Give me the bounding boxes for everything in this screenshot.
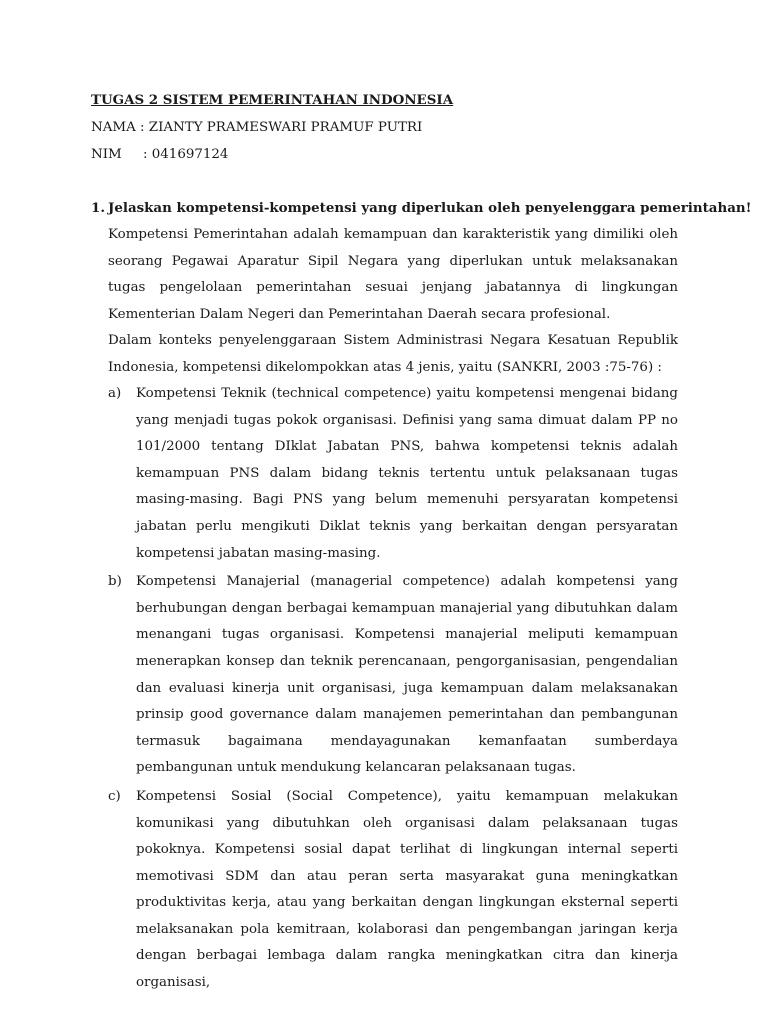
paragraph-context: Dalam konteks penyelenggaraan Sistem Administrasi Negara Kesatuan Republik Indonesia, kompetensi dikelompokkan atas 4 jenis, yaitu (SANKRI, 2003 :75-76) : bbox=[108, 333, 678, 375]
list-marker: c) bbox=[108, 788, 121, 804]
list-item-text: Kompetensi Teknik (technical competence) yaitu kompetensi mengenai bidang yang menjadi tugas pokok organisasi. Definisi yang sama dimuat dalam PP no 101/2000 tentang DIklat Jabatan PNS, bahwa kompetensi teknis adalah kemampuan PNS dalam bidang teknis tertentu untuk pelaksanaan tugas masing-masing. Bagi PNS yang belum memenuhi persyaratan kompetensi jabatan perlu mengikuti Diklat teknis yang berkaitan dengan persyaratan kompetensi jabatan masing-masing. bbox=[136, 386, 678, 561]
list-marker: b) bbox=[108, 574, 122, 590]
student-id-label: NIM bbox=[91, 147, 122, 162]
list-item-text: Kompetensi Manajerial (managerial competence) adalah kompetensi yang berhubungan dengan berbagai kemampuan manajerial yang dibutuhkan dalam menangani tugas organisasi. Kompetensi manajerial meliputi kemampuan menerapkan konsep dan teknik perencanaan, pengorganisasian, pengendalian dan evaluasi kinerja unit organisasi, juga kemampuan dalam melaksanakan prinsip good governance dalam manajemen pemerintahan dan pembangunan termasuk bagaimana mendayagunakan kemanfaatan sumberdaya pembangunan untuk mendukung kelancaran pelaksanaan tugas. bbox=[136, 574, 678, 776]
question-number: 1. bbox=[91, 200, 105, 216]
question-text: Jelaskan kompetensi-kompetensi yang diperlukan oleh penyelenggara pemerintahan! bbox=[108, 200, 752, 216]
question-heading bbox=[91, 200, 752, 216]
list-marker: a) bbox=[108, 386, 122, 401]
list-item-text: Kompetensi Sosial (Social Competence), yaitu kemampuan melakukan komunikasi yang dibutuhkan oleh organisasi dalam pelaksanaan tugas pokoknya. Kompetensi sosial dapat terlihat di lingkungan internal seperti memotivasi SDM dan atau peran serta masyarakat guna meningkatkan produktivitas kerja, atau yang berkaitan dengan lingkungan eksternal seperti melaksanakan pola kemitraan, kolaborasi dan pengembangan jaringan kerja dengan berbagai lembaga dalam rangka meningkatkan citra dan kinerja organisasi, bbox=[136, 788, 678, 991]
student-name-line: NAMA : ZIANTY PRAMESWARI PRAMUF PUTRI bbox=[91, 120, 423, 135]
list-item bbox=[108, 784, 678, 997]
list-item bbox=[108, 381, 678, 567]
paragraph-definition: Kompetensi Pemerintahan adalah kemampuan dan karakteristik yang dimiliki oleh seorang Pegawai Aparatur Sipil Negara yang diperlukan untuk melaksanakan tugas pengelolaan pemerintahan sesuai jenjang jabatannya di lingkungan Kementerian Dalam Negeri dan Pemerintahan Daerah secara profesional. bbox=[108, 227, 678, 322]
list-item bbox=[108, 569, 678, 782]
document-title: TUGAS 2 SISTEM PEMERINTAHAN INDONESIA bbox=[91, 92, 454, 108]
student-id-line bbox=[91, 147, 228, 162]
student-id-value: : 041697124 bbox=[143, 147, 229, 162]
competence-list bbox=[108, 381, 678, 999]
